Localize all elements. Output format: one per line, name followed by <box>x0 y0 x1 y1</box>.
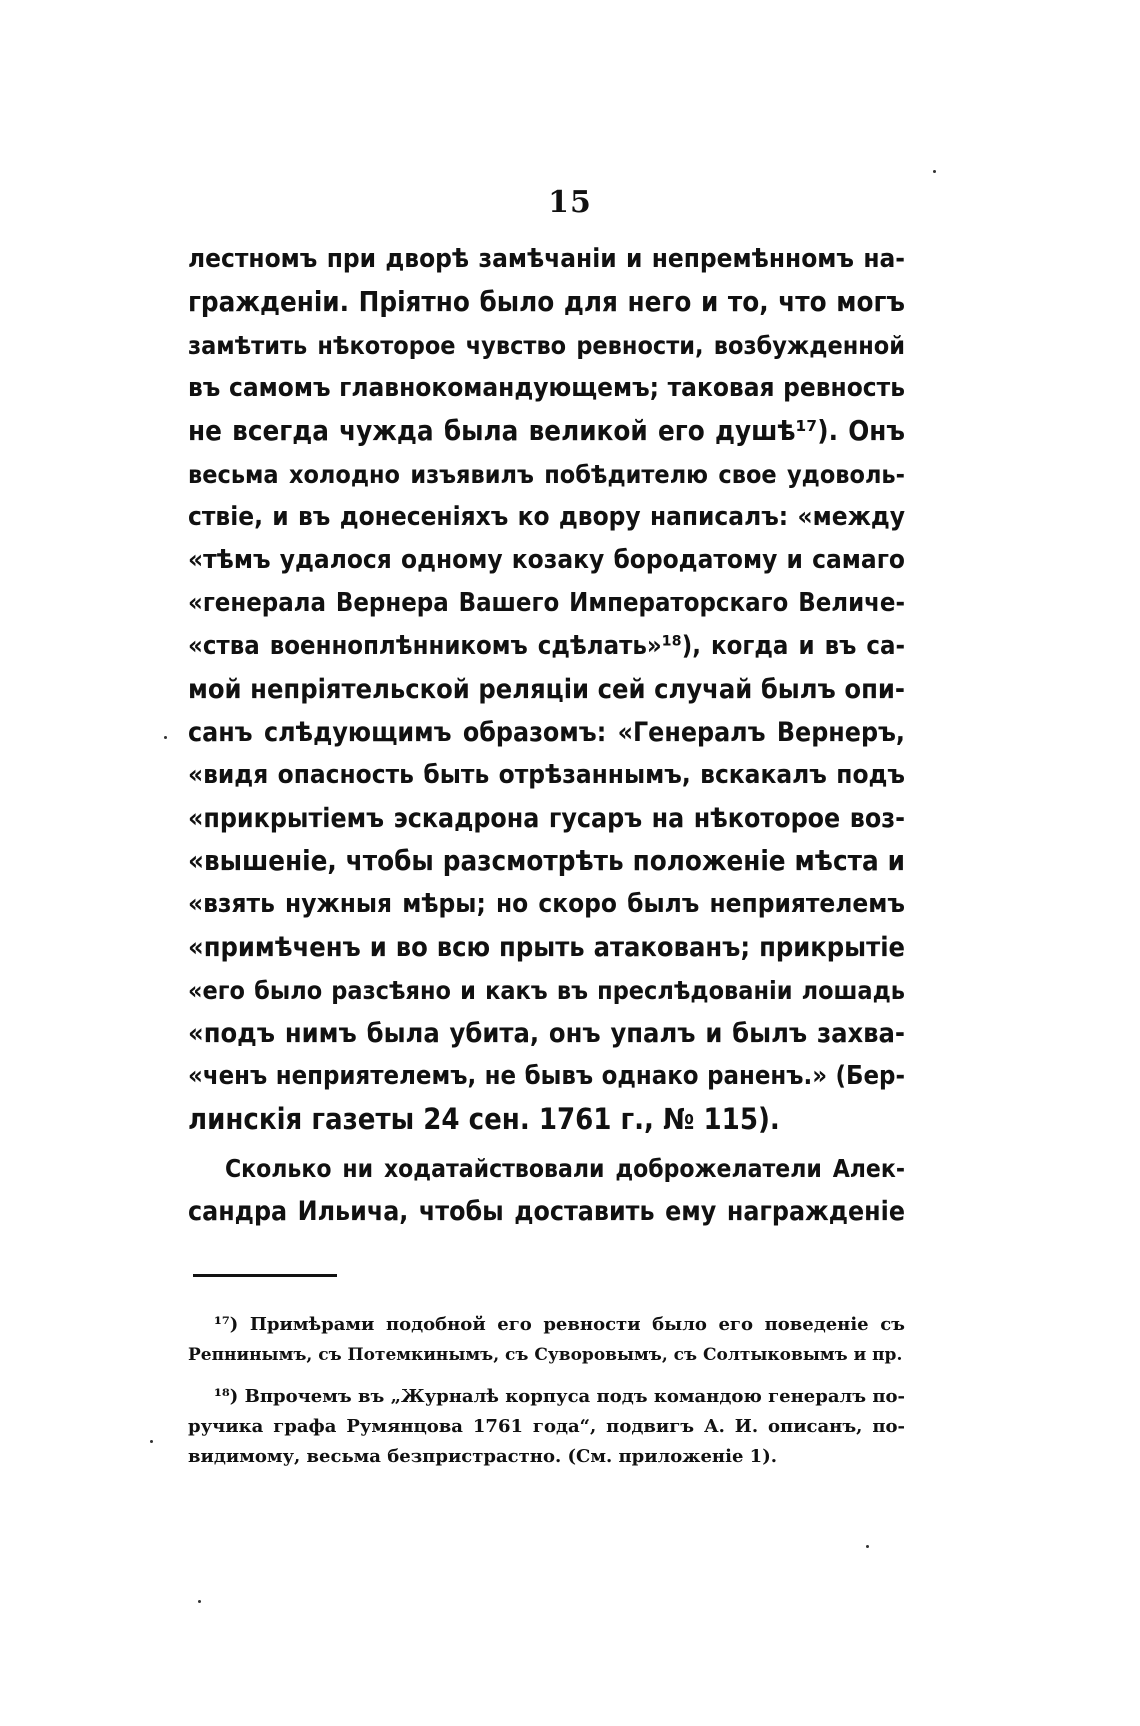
footnote-gap <box>188 1370 905 1382</box>
text-line: «ченъ неприятелемъ, не бывъ однако раненъ.» (Бер- <box>188 1061 905 1091</box>
text-line: замѣтить нѣкоторое чувство ревности, возбужденной <box>188 331 905 360</box>
footnote-separator <box>193 1274 337 1277</box>
text-line: мой непріятельской реляціи сей случай былъ опи- <box>188 674 905 705</box>
paper-speck <box>150 1440 153 1443</box>
text-line: лестномъ при дворѣ замѣчаніи и непремѣнномъ на- <box>188 244 905 274</box>
paper-speck <box>866 1545 869 1548</box>
text-line: весьма холодно изъявилъ побѣдителю свое удоволь- <box>188 460 905 489</box>
text-line: въ самомъ главнокомандующемъ; таковая ревность <box>188 373 905 403</box>
text-line: «прикрытіемъ эскадрона гусаръ на нѣкоторое воз- <box>188 803 905 834</box>
footnote-line: Репнинымъ, съ Потемкинымъ, съ Суворовымъ, съ Солтыковымъ и пр. <box>188 1345 903 1365</box>
paper-speck <box>198 1600 201 1603</box>
footnotes <box>188 1310 905 1472</box>
text-line: «генерала Вернера Вашего Императорскаго Величе- <box>188 588 905 618</box>
text-line: «примѣченъ и во всю прыть атакованъ; прикрытіе <box>188 932 905 963</box>
footnote-line: ¹⁸) Впрочемъ въ „Журналѣ корпуса подъ командою генералъ по- <box>214 1386 905 1407</box>
text-line: «вышеніе, чтобы разсмотрѣть положеніе мѣста и <box>188 845 905 877</box>
text-line: «подъ нимъ была убита, онъ упалъ и былъ захва- <box>188 1018 905 1049</box>
text-line: «взять нужныя мѣры; но скоро былъ неприятелемъ <box>188 889 905 919</box>
text-line: ствіе, и въ донесеніяхъ ко двору написалъ: «между <box>188 502 905 532</box>
footnote-line: ручика графа Румянцова 1761 года“, подвигъ А. И. описанъ, по- <box>188 1416 905 1437</box>
text-line: «видя опасность быть отрѣзаннымъ, вскакалъ подъ <box>188 760 905 790</box>
text-line: Сколько ни ходатайствовали доброжелатели Алек- <box>225 1154 905 1183</box>
text-line: сандра Ильича, чтобы доставить ему награжденіе <box>188 1196 905 1227</box>
text-line: «его было разсѣяно и какъ въ преслѣдованіи лошадь <box>188 976 905 1005</box>
page-number: 15 <box>548 185 592 220</box>
text-line: «тѣмъ удалося одному козаку бородатому и самаго <box>188 545 905 575</box>
text-line: санъ слѣдующимъ образомъ: «Генералъ Вернеръ, <box>188 717 905 748</box>
paper-speck <box>164 736 167 739</box>
main-text <box>188 238 905 1233</box>
paper-speck <box>933 170 936 173</box>
text-line: не всегда чужда была великой его душѣ¹⁷). Онъ <box>188 415 905 447</box>
footnote-line: видимому, весьма безпристрастно. (См. приложеніе 1). <box>188 1446 777 1467</box>
footnote-line: ¹⁷) Примѣрами подобной его ревности было его поведеніе съ <box>214 1314 905 1335</box>
text-line: гражденіи. Пріятно было для него и то, что могъ <box>188 286 905 318</box>
text-line: линскія газеты 24 сен. 1761 г., № 115). <box>188 1102 780 1136</box>
text-line: «ства военноплѣнникомъ сдѣлать»¹⁸), когда и въ са- <box>188 631 905 661</box>
